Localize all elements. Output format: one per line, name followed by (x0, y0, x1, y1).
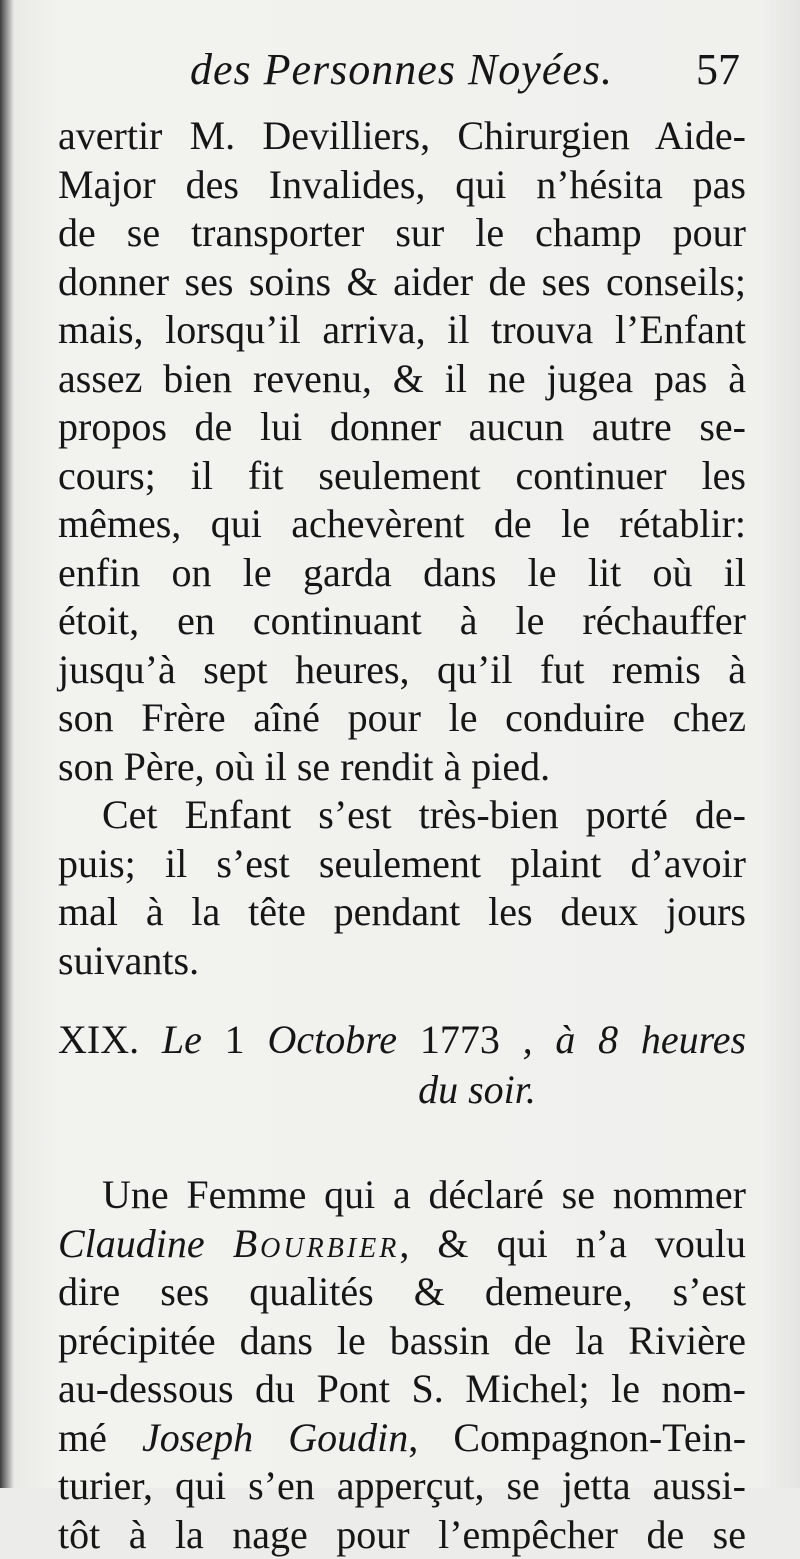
text-line: Cet Enfant s’est très-bien porté de- (58, 791, 746, 840)
text-line: au-dessous du Pont S. Michel; le nom- (58, 1365, 746, 1414)
date-prefix: Le (162, 1017, 202, 1062)
text-line (58, 1414, 746, 1463)
spacer (58, 985, 746, 1015)
text-line: dire ses qualités & demeure, s’est (58, 1268, 746, 1317)
text-line: mal à la tête pendant les deux jours (58, 888, 746, 937)
text-line: précipitée dans le bassin de la Rivière (58, 1317, 746, 1366)
text-line: turier, qui s’en apperçut, se jetta aussi- (58, 1462, 746, 1511)
text-line: donner ses soins & aider de ses conseils; (58, 258, 746, 307)
running-title: des Personnes Noyées. (190, 44, 613, 95)
text-line: étoit, en continuant à le réchauffer (58, 597, 746, 646)
text-line (58, 1220, 746, 1269)
text-line: tôt à la nage pour l’empêcher de se (58, 1511, 746, 1559)
text-line: assez bien revenu, & il ne jugea pas à (58, 355, 746, 404)
person-first-name: Claudine (58, 1221, 205, 1266)
rescuer-name: Joseph Goudin (142, 1415, 408, 1460)
page-header (190, 44, 750, 104)
paragraph-incident (58, 1171, 746, 1559)
body-text (58, 112, 746, 1559)
text-line: puis; il s’est seulement plaint d’avoir (58, 840, 746, 889)
text-line: mêmes, qui achevèrent de le rétablir: (58, 500, 746, 549)
date-day: 1 (225, 1017, 245, 1062)
time-line: , à 8 heures (523, 1017, 746, 1062)
text-line: suivants. (58, 937, 746, 986)
text-fragment: , Compagnon-Tein- (408, 1415, 746, 1460)
text-line: cours; il fit seulement continuer les (58, 452, 746, 501)
time-continuation: du soir. (58, 1065, 746, 1115)
section-heading (58, 1015, 746, 1115)
text-fragment: , & qui n’a voulu (399, 1221, 746, 1266)
text-line: enfin on le garda dans le lit où il (58, 549, 746, 598)
text-line: propos de lui donner aucun autre se- (58, 403, 746, 452)
text-fragment: mé (58, 1415, 107, 1460)
paragraph-recovery (58, 791, 746, 985)
text-line: de se transporter sur le champ pour (58, 209, 746, 258)
section-number: XIX. (58, 1017, 139, 1062)
text-line: son Père, où il se rendit à pied. (58, 743, 746, 792)
date-month: Octobre (267, 1017, 397, 1062)
page-number: 57 (696, 44, 740, 95)
text-line: Une Femme qui a déclaré se nommer (58, 1171, 746, 1220)
text-line: son Frère aîné pour le conduire chez (58, 694, 746, 743)
paragraph-continuation (58, 112, 746, 791)
spacer (58, 1115, 746, 1171)
date-year: 1773 (420, 1017, 500, 1062)
text-line: Major des Invalides, qui n’hésita pas (58, 161, 746, 210)
person-last-name: Bourbier (233, 1221, 400, 1266)
text-line: mais, lorsqu’il arriva, il trouva l’Enfant (58, 306, 746, 355)
text-line: avertir M. Devilliers, Chirurgien Aide- (58, 112, 746, 161)
text-line: jusqu’à sept heures, qu’il fut remis à (58, 646, 746, 695)
section-heading-line (58, 1015, 746, 1065)
